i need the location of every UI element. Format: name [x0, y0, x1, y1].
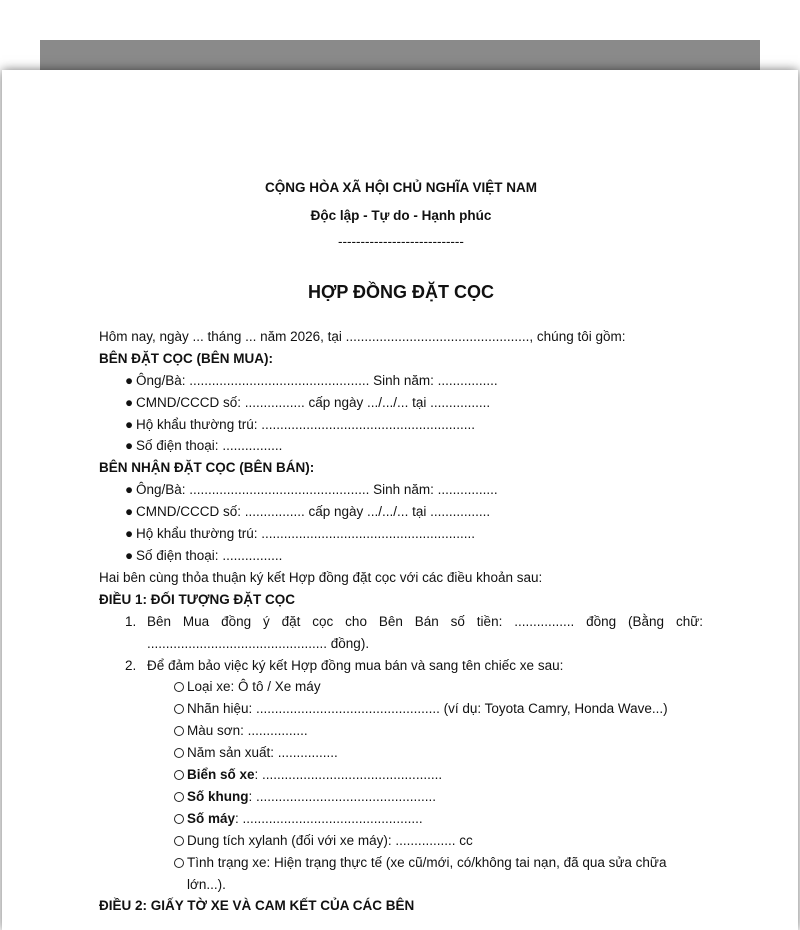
circle-bullet-icon [174, 836, 184, 846]
seller-info-list [99, 479, 703, 567]
list-item: ● CMND/CCCD số: ................ cấp ngày .../.../... tại ................ [125, 394, 491, 410]
vehicle-clause: Để đảm bảo việc ký kết Hợp đồng mua bán và sang tên chiếc xe sau: [147, 657, 564, 673]
deposit-amount-clause: Bên Mua đồng ý đặt cọc cho Bên Bán số tiền: ................ đồng (Bằng chữ: ................................................ đồng). [147, 613, 703, 651]
nation-motto: Độc lập - Tự do - Hạnh phúc [310, 208, 492, 223]
article-1-list [99, 611, 703, 677]
list-item: Số khung: ................................................ [99, 786, 703, 808]
intro-paragraph: Hôm nay, ngày ... tháng ... năm 2026, tại ................................................., chúng tôi gồm: [99, 328, 626, 344]
circle-bullet-icon [174, 858, 184, 868]
list-item: ● Số điện thoại: ................ [125, 547, 283, 563]
list-item: ● Số điện thoại: ................ [125, 438, 283, 454]
list-item: Số máy: ................................................ [99, 808, 703, 830]
circle-bullet-icon [174, 792, 184, 802]
article-1-heading: ĐIỀU 1: ĐỐI TƯỢNG ĐẶT CỌC [99, 591, 295, 607]
list-item: Nhãn hiệu: ................................................. (ví dụ: Toyota Camry, Honda Wave...) [99, 698, 703, 720]
list-item: ● Hộ khẩu thường trú: ......................................................... [125, 526, 475, 542]
list-item: ● Hộ khẩu thường trú: ......................................................... [125, 416, 475, 432]
list-item: 1. Bên Mua đồng ý đặt cọc cho Bên Bán số tiền: ................ đồng (Bằng chữ: ................................................ đồng). [99, 611, 703, 655]
vehicle-details-list [99, 676, 703, 895]
nation-title: CỘNG HÒA XÃ HỘI CHỦ NGHĨA VIỆT NAM [264, 180, 537, 195]
circle-bullet-icon [174, 704, 184, 714]
article-2-heading: ĐIỀU 2: GIẤY TỜ XE VÀ CAM KẾT CỦA CÁC BÊN [99, 898, 415, 914]
list-item: ● Ông/Bà: ................................................ Sinh năm: ................ [125, 372, 498, 388]
list-item: Tình trạng xe: Hiện trạng thực tế (xe cũ/mới, có/không tai nạn, đã qua sửa chữa lớn...). [99, 852, 703, 896]
list-item: Màu sơn: ................ [99, 720, 703, 742]
document-content [99, 174, 703, 917]
seller-heading: BÊN NHẬN ĐẶT CỌC (BÊN BÁN): [99, 460, 315, 476]
list-item: Năm sản xuất: ................ [99, 742, 703, 764]
circle-bullet-icon [174, 726, 184, 736]
list-item: Loại xe: Ô tô / Xe máy [99, 676, 703, 698]
circle-bullet-icon [174, 748, 184, 758]
document-page [2, 70, 798, 930]
list-item: Biển số xe: ................................................ [99, 764, 703, 786]
list-item: Dung tích xylanh (đối với xe máy): ................ cc [99, 830, 703, 852]
agreement-paragraph: Hai bên cùng thỏa thuận ký kết Hợp đồng đặt cọc với các điều khoản sau: [99, 569, 543, 585]
buyer-heading: BÊN ĐẶT CỌC (BÊN MUA): [99, 350, 273, 366]
list-item: 2. Để đảm bảo việc ký kết Hợp đồng mua bán và sang tên chiếc xe sau: [99, 655, 703, 677]
document-toolbar-strip [40, 40, 760, 70]
circle-bullet-icon [174, 682, 184, 692]
document-title: HỢP ĐỒNG ĐẶT CỌC [307, 282, 495, 302]
circle-bullet-icon [174, 814, 184, 824]
list-item: ● Ông/Bà: ................................................ Sinh năm: ................ [125, 482, 498, 498]
header-separator: ---------------------------- [338, 234, 464, 249]
list-item: ● CMND/CCCD số: ................ cấp ngày .../.../... tại ................ [125, 504, 491, 520]
circle-bullet-icon [174, 770, 184, 780]
buyer-info-list [99, 370, 703, 458]
